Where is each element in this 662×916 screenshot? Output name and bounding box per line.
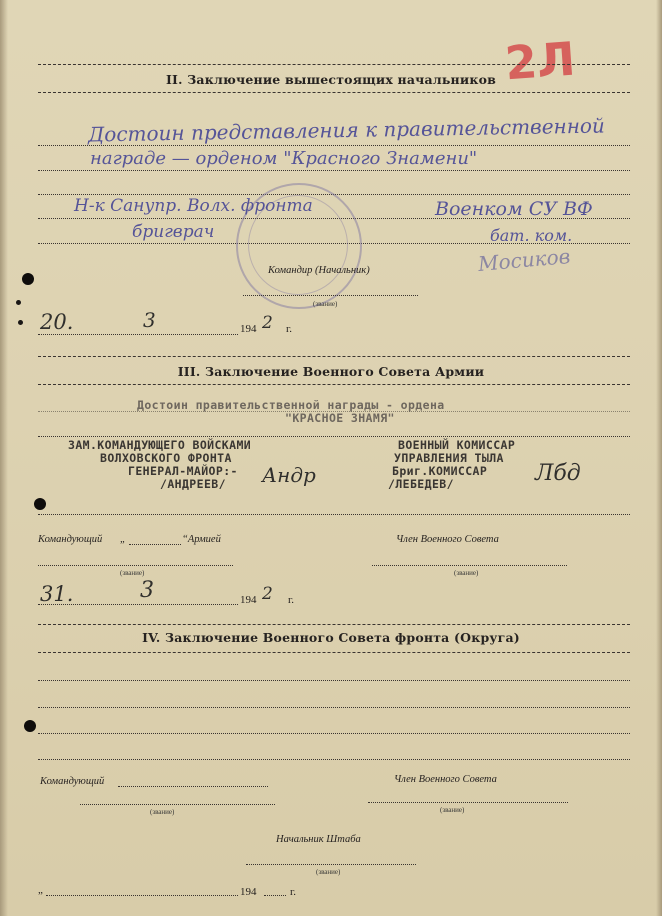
army-label: “Армией [182, 534, 221, 545]
year-prefix: 194 [240, 594, 257, 606]
typed-signer-left-rank: ГЕНЕРАЛ-МАЙОР:- [128, 464, 238, 478]
binder-hole-bottom [24, 720, 36, 732]
rank-line [38, 565, 233, 566]
army-number-line [129, 544, 181, 545]
year-digit: 2 [262, 313, 273, 333]
handwritten-position-left: Н-к Санупр. Волх. фронта [74, 196, 313, 216]
rank-line [246, 864, 416, 865]
council-member-label: Член Военного Совета [396, 534, 499, 545]
typed-conclusion-line1: Достоин правительственной награды - ордена [137, 398, 445, 412]
section-rule [38, 652, 630, 653]
army-quote-open: „ [120, 534, 126, 545]
typed-signer-left-title: ЗАМ.КОМАНДУЮЩЕГО ВОЙСКАМИ [68, 438, 252, 452]
section-rule [38, 92, 630, 93]
date-month: 3 [140, 578, 154, 603]
handwritten-rank-right: бат. ком. [490, 226, 573, 245]
binder-hole-top [22, 273, 34, 285]
date-day: 20. [40, 310, 74, 334]
date-line [38, 604, 238, 605]
year-prefix: 194 [240, 323, 257, 335]
date-quote-open: „ [38, 884, 43, 896]
rank-caption: (звание) [313, 300, 338, 308]
rank-line [368, 802, 568, 803]
commander-signature-line [118, 786, 268, 787]
commander-label: Командир (Начальник) [268, 265, 370, 276]
section-rule [38, 64, 630, 65]
archive-page-number: 2Л [503, 31, 578, 91]
rank-caption: (звание) [120, 569, 145, 577]
section3-heading: III. Заключение Военного Совета Армии [177, 364, 485, 379]
signature-left: Андр [262, 463, 316, 487]
page-left-edge [0, 0, 8, 916]
typed-signer-right-rank: Бриг.КОМИССАР [392, 464, 488, 478]
rank-caption: (звание) [316, 868, 341, 876]
rank-line [243, 295, 418, 296]
writing-line [38, 514, 630, 515]
section2-heading: II. Заключение вышестоящих начальников [166, 72, 496, 87]
rank-line [80, 804, 275, 805]
year-digit: 2 [262, 584, 273, 604]
writing-line [38, 733, 630, 734]
rank-caption: (звание) [454, 569, 479, 577]
handwritten-rank-left: бригврач [132, 222, 215, 242]
rank-caption: (звание) [440, 806, 465, 814]
typed-signer-left-unit: ВОЛХОВСКОГО ФРОНТА [100, 451, 232, 465]
year-digit-line [264, 895, 286, 896]
chief-of-staff-label: Начальник Штаба [276, 834, 361, 845]
army-commander-label: Командующий [38, 534, 103, 545]
year-suffix: г. [288, 594, 295, 606]
section-rule [38, 384, 630, 385]
signature-right: Лбд [535, 461, 581, 486]
page-right-edge [656, 0, 662, 916]
typed-signer-right-title: ВОЕННЫЙ КОМИССАР [398, 438, 516, 452]
date-month: 3 [143, 308, 156, 332]
handwritten-conclusion-line2: награде — орденом "Красного Знамени" [90, 148, 478, 169]
writing-line [38, 170, 630, 171]
handwritten-signature: Мосиков [477, 244, 572, 276]
year-prefix: 194 [240, 886, 257, 898]
writing-line [38, 759, 630, 760]
handwritten-position-right: Военком СУ ВФ [435, 198, 593, 220]
rank-caption: (звание) [150, 808, 175, 816]
typed-conclusion-line2: "КРАСНОЕ ЗНАМЯ" [285, 411, 395, 425]
writing-line [38, 680, 630, 681]
typed-signer-right-unit: УПРАВЛЕНИЯ ТЫЛА [394, 451, 504, 465]
year-suffix: г. [290, 886, 297, 898]
binder-mark [18, 320, 23, 325]
rank-line [372, 565, 567, 566]
section4-heading: IV. Заключение Военного Совета фронта (Округа) [142, 630, 520, 645]
front-commander-label: Командующий [40, 776, 105, 787]
date-line [38, 334, 238, 335]
writing-line [38, 411, 630, 412]
year-suffix: г. [286, 323, 293, 335]
date-day: 31. [40, 582, 74, 606]
typed-signer-right-name: /ЛЕБЕДЕВ/ [388, 477, 454, 491]
binder-hole-middle [34, 498, 46, 510]
front-council-member-label: Член Военного Совета [394, 774, 497, 785]
writing-line [38, 707, 630, 708]
date-line [46, 895, 238, 896]
typed-signer-left-name: /АНДРЕЕВ/ [160, 477, 226, 491]
section-rule [38, 624, 630, 625]
binder-mark [16, 300, 21, 305]
handwritten-conclusion-line1: Достоин представления к правительственной [87, 113, 606, 147]
section-rule [38, 356, 630, 357]
writing-line [38, 436, 630, 437]
